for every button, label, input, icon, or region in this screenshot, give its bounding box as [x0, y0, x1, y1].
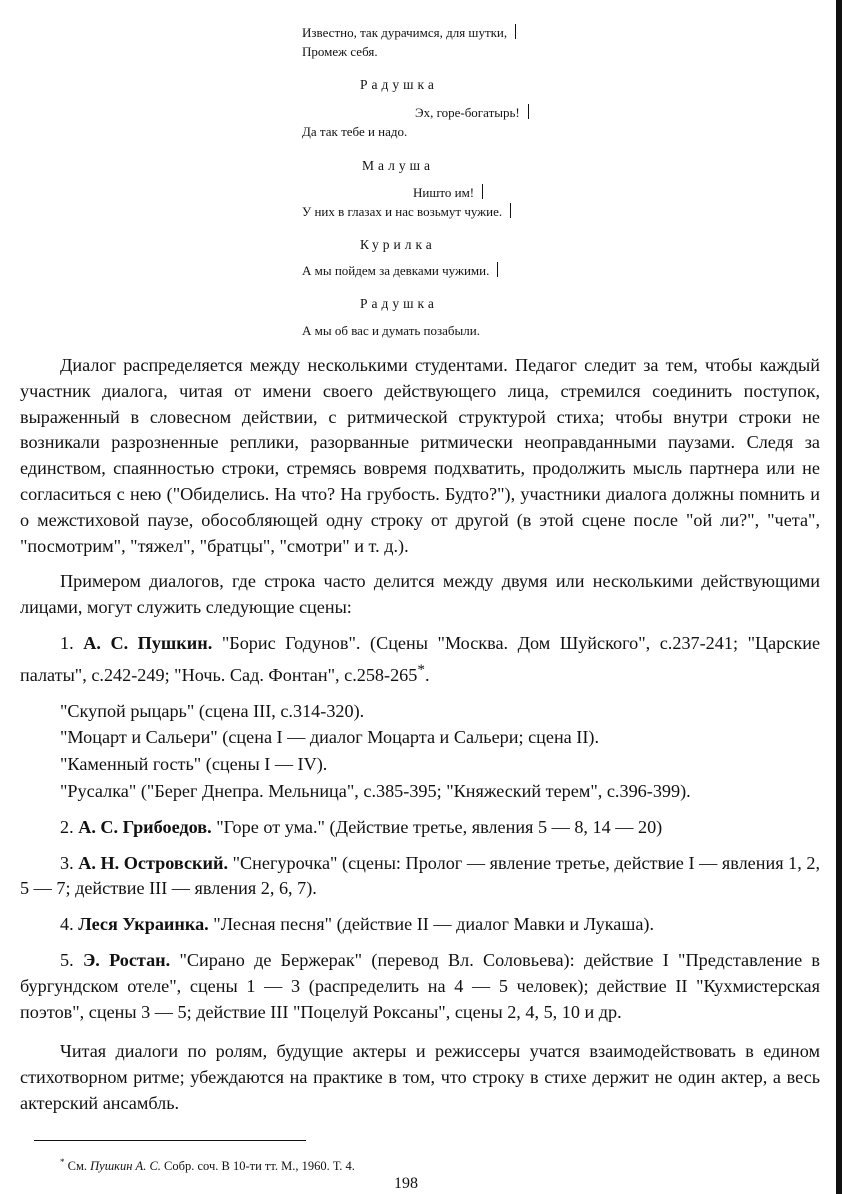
verse-line: Известно, так дурачимся, для шутки, — [302, 24, 516, 42]
verse-line: А мы пойдем за девками чужими. — [302, 262, 498, 280]
author-name: Э. Ростан. — [82, 950, 171, 970]
speaker-name: Курилка — [360, 237, 436, 252]
list-item: 1. А. С. Пушкин. "Борис Годунов". (Сцены "Москва. Дом Шуйского", с.237-241; "Царские палаты", с.242-249; "Ночь. Сад. Фонтан", с.258-265*. — [20, 632, 821, 685]
paragraph: Примером диалогов, где строка часто делится между двумя или несколькими действующими лицами, могут служить следующие сцены: — [20, 571, 820, 618]
speaker-name: Малуша — [362, 158, 434, 173]
paragraph: Читая диалоги по ролям, будущие актеры и режиссеры учатся взаимодействовать в едином стихотворном ритме; убеждаются на практике в том, что строку в стихе держит не один актер, а весь актерский ансамбль. — [20, 1041, 820, 1113]
list-subitem: "Русалка" ("Берег Днепра. Мельница", с.385-395; "Княжеский терем", с.396-399). — [60, 781, 691, 802]
list-subitem: "Каменный гость" (сцены I — IV). — [60, 754, 328, 775]
list-item: 5. Э. Ростан. "Сирано де Бержерак" (перевод Вл. Соловьева): действие I "Представление в бургундском отеле", сцены 1 — 3 (распределить на 4 — 5 человек); действие II "Кухмистерская поэтов", сцены 3 — 5; действие III "Поцелуй Роксаны", сцены 2, 4, 5, 10 и др. — [20, 950, 821, 1022]
list-item: 4. Леся Украинка. "Лесная песня" (действие II — диалог Мавки и Лукаша). — [60, 914, 655, 935]
list-item: 3. А. Н. Островский. "Снегурочка" (сцены: Пролог — явление третье, действие I — явления 1, 2, 5 — 7; действие III — явления 2, 6, 7). — [20, 852, 821, 899]
verse-line: У них в глазах и нас возьмут чужие. — [302, 203, 511, 221]
footnote-divider — [34, 1140, 306, 1141]
verse-line: Да так тебе и надо. — [302, 124, 408, 139]
list-subitem: "Моцарт и Сальери" (сцена I — диалог Моцарта и Сальери; сцена II). — [60, 727, 600, 748]
footnote-author: Пушкин А. С. — [90, 1159, 161, 1174]
paragraph: Диалог распределяется между несколькими студентами. Педагог следит за тем, чтобы каждый участник диалога, читая от имени своего действующего лица, стремился соединить поступок, выраженный в словесном действии, с ритмической структурой стиха; чтобы внутри строки не возникали разрозненные реплики, разорванные ритмически неоправданными паузами. Следя за единством, спаянностью строки, стремясь вовремя подхватить, продолжить мысль партнера или не согласиться с нею ("Обиделись. На что? На грубость. Будто?"), участники диалога должны помнить и о межстиховой паузе, обособляющей одну строку от другой (в этой сцене после "ой ли?", "чета", "посмотрим", "тяжел", "братцы", "смотри" и т. д.). — [20, 355, 820, 556]
author-name: А. Н. Островский. — [78, 852, 229, 873]
verse-line: А мы об вас и думать позабыли. — [302, 323, 480, 338]
speaker-name: Радушка — [360, 296, 438, 311]
verse-line: Эх, горе-богатырь! — [415, 104, 529, 122]
verse-line: Ништо им! — [413, 184, 483, 202]
list-item: 2. А. С. Грибоедов. "Горе от ума." (Действие третье, явления 5 — 8, 14 — 20) — [60, 816, 663, 837]
main-text — [20, 353, 820, 1127]
verse-excerpt — [0, 0, 842, 340]
author-name: Леся Украинка. — [78, 914, 209, 935]
page-number: 198 — [394, 1175, 418, 1192]
verse-line: Промеж себя. — [302, 44, 378, 59]
author-name: А. С. Пушкин. — [83, 632, 213, 653]
footnote: * См. Пушкин А. С. Собр. соч. В 10-ти тт. М., 1960. Т. 4. — [60, 1157, 355, 1174]
speaker-name: Радушка — [360, 77, 438, 92]
list-subitem: "Скупой рыцарь" (сцена III, с.314-320). — [60, 700, 365, 721]
footnote-mark: * — [417, 660, 425, 678]
author-name: А. С. Грибоедов. — [78, 816, 212, 837]
